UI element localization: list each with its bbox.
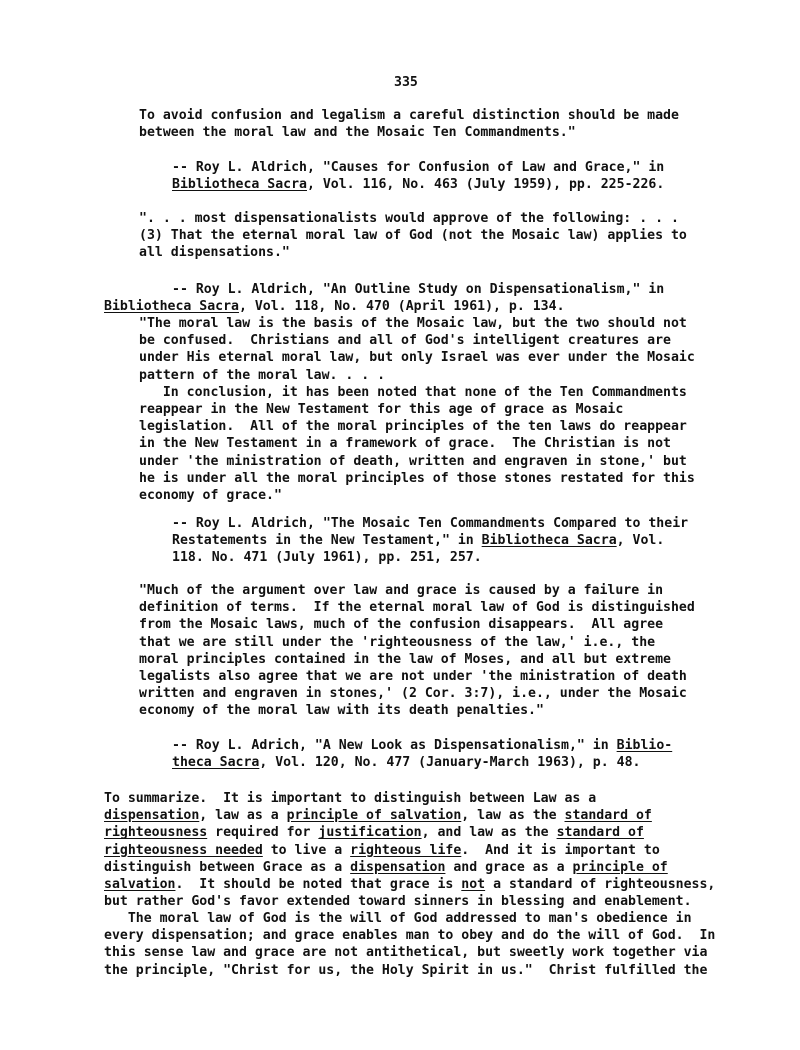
- page-number: 335: [394, 75, 418, 90]
- text-line: legalists also agree that we are not under 'the ministration of death: [139, 669, 687, 685]
- text-line: be confused. Christians and all of God's intelligent creatures are: [139, 333, 671, 349]
- text-line: Bibliotheca Sacra, Vol. 116, No. 463 (July 1959), pp. 225-226.: [172, 177, 665, 193]
- text-line: In conclusion, it has been noted that none of the Ten Commandments: [139, 384, 687, 400]
- text-line: theca Sacra, Vol. 120, No. 477 (January-March 1963), p. 48.: [172, 755, 641, 771]
- text-line: To summarize. It is important to distinguish between Law as a: [104, 791, 597, 806]
- text-line: he is under all the moral principles of those stones restated for this: [139, 470, 695, 486]
- text-line: salvation. It should be noted that grace is not a standard of righteousness,: [104, 877, 716, 893]
- quote-block-4: [139, 582, 695, 720]
- citation-2-line-2: [104, 298, 565, 315]
- text-line: economy of grace.": [139, 488, 282, 504]
- journal-title: theca Sacra: [172, 755, 260, 771]
- text-line: dispensation, law as a principle of salvation, law as the standard of: [104, 808, 652, 824]
- text-line: The moral law of God is the will of God addressed to man's obedience in: [104, 911, 692, 926]
- text-line: To avoid confusion and legalism a careful distinction should be made: [139, 108, 679, 123]
- text-line: Restatements in the New Testament," in Bibliotheca Sacra, Vol.: [172, 533, 665, 549]
- journal-title: Bibliotheca Sacra: [104, 299, 239, 314]
- quote-block-3: [139, 315, 695, 504]
- text-line: reappear in the New Testament for this age of grace as Mosaic: [139, 402, 624, 418]
- citation-2-line-1: [172, 281, 664, 298]
- text-line: (3) That the eternal moral law of God (not the Mosaic law) applies to: [139, 228, 687, 244]
- text-line: economy of the moral law with its death penalties.": [139, 703, 544, 719]
- text-line: -- Roy L. Aldrich, "The Mosaic Ten Commandments Compared to their: [172, 516, 689, 531]
- citation-1: [172, 159, 664, 193]
- text-line: distinguish between Grace as a dispensation and grace as a principle of: [104, 859, 668, 875]
- text-line: definition of terms. If the eternal moral law of God is distinguished: [139, 600, 695, 616]
- text-line: from the Mosaic laws, much of the confusion disappears. All agree: [139, 617, 664, 633]
- text-line: "Much of the argument over law and grace is caused by a failure in: [139, 583, 664, 598]
- text-line: that we are still under the 'righteousness of the law,' i.e., the: [139, 634, 656, 650]
- quote-block-1: [139, 107, 679, 141]
- text-line: -- Roy L. Aldrich, "Causes for Confusion of Law and Grace," in: [172, 160, 665, 175]
- citation-4: [172, 737, 672, 771]
- text-line: 118. No. 471 (July 1961), pp. 251, 257.: [172, 550, 482, 566]
- text-line: under 'the ministration of death, written and engraven in stone,' but: [139, 453, 687, 469]
- quote-block-2: [139, 210, 687, 262]
- text-line: in the New Testament in a framework of grace. The Christian is not: [139, 436, 671, 452]
- text-line: Bibliotheca Sacra, Vol. 118, No. 470 (April 1961), p. 134.: [104, 299, 565, 314]
- summary-paragraph: [104, 790, 715, 910]
- text-line: but rather God's favor extended toward sinners in blessing and enablement.: [104, 894, 692, 910]
- final-paragraph: [104, 910, 715, 979]
- text-line: the principle, "Christ for us, the Holy Spirit in us." Christ fulfilled the: [104, 962, 708, 978]
- text-line: all dispensations.": [139, 245, 290, 261]
- text-line: legislation. All of the moral principles of the ten laws do reappear: [139, 419, 687, 435]
- text-line: written and engraven in stones,' (2 Cor. 3:7), i.e., under the Mosaic: [139, 686, 687, 702]
- text-line: -- Roy L. Aldrich, "An Outline Study on Dispensationalism," in: [172, 282, 665, 297]
- text-line: -- Roy L. Adrich, "A New Look as Dispensationalism," in Biblio-: [172, 738, 673, 753]
- citation-3: [172, 515, 688, 567]
- text-line: between the moral law and the Mosaic Ten Commandments.": [139, 125, 576, 141]
- text-line: righteousness required for justification, and law as the standard of: [104, 825, 644, 841]
- journal-title: Bibliotheca Sacra: [172, 177, 307, 193]
- text-line: every dispensation; and grace enables man to obey and do the will of God. In: [104, 928, 716, 944]
- text-line: ". . . most dispensationalists would approve of the following: . . .: [139, 211, 679, 226]
- text-line: this sense law and grace are not antithetical, but sweetly work together via: [104, 945, 708, 961]
- text-line: under His eternal moral law, but only Israel was ever under the Mosaic: [139, 350, 695, 366]
- journal-title: Bibliotheca Sacra: [481, 533, 617, 549]
- text-line: moral principles contained in the law of Moses, and all but extreme: [139, 651, 671, 667]
- journal-title: Biblio-: [616, 738, 673, 753]
- text-line: pattern of the moral law. . . .: [139, 367, 386, 383]
- text-line: "The moral law is the basis of the Mosaic law, but the two should not: [139, 316, 687, 331]
- text-line: righteousness needed to live a righteous life. And it is important to: [104, 842, 660, 858]
